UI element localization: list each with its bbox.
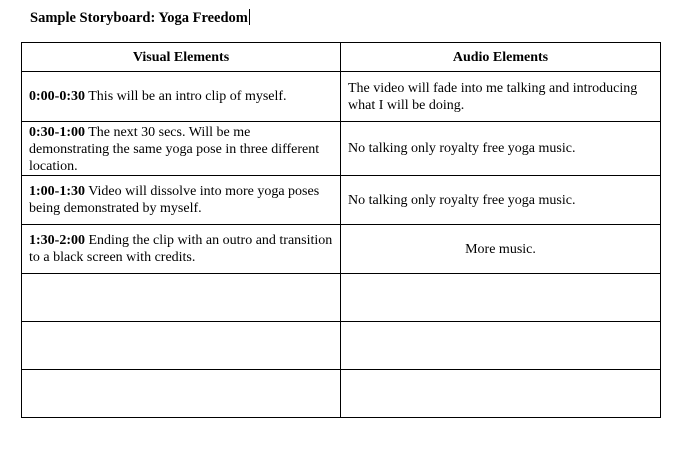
- audio-cell[interactable]: [341, 72, 661, 122]
- table-row: [22, 225, 661, 274]
- visual-description: Video will dissolve into more yoga poses being demonstrated by myself.: [29, 184, 320, 216]
- text-cursor: [249, 9, 250, 25]
- visual-description: Ending the clip with an outro and transition to a black screen with credits.: [29, 233, 333, 265]
- storyboard-table: [21, 42, 661, 418]
- table-row: [22, 72, 661, 122]
- visual-cell[interactable]: [22, 122, 341, 176]
- document-title-line[interactable]: [30, 9, 250, 27]
- document-title: Sample Storyboard: Yoga Freedom: [30, 10, 248, 26]
- empty-table-row: [22, 322, 661, 370]
- visual-cell[interactable]: [22, 176, 341, 225]
- audio-elements-header[interactable]: Audio Elements: [341, 43, 661, 72]
- visual-description: This will be an intro clip of myself.: [85, 89, 287, 104]
- timecode: 0:00-0:30: [29, 89, 85, 104]
- visual-elements-header[interactable]: Visual Elements: [22, 43, 341, 72]
- audio-description: No talking only royalty free yoga music.: [348, 192, 576, 208]
- table-row: [22, 176, 661, 225]
- timecode: 0:30-1:00: [29, 125, 85, 140]
- visual-description: The next 30 secs. Will be me demonstrating the same yoga pose in three different location.: [29, 125, 320, 174]
- header-row: [22, 43, 661, 72]
- audio-description: The video will fade into me talking and introducing what I will be doing.: [348, 80, 638, 113]
- audio-description: No talking only royalty free yoga music.: [348, 141, 576, 156]
- empty-table-row: [22, 370, 661, 418]
- timecode: 1:30-2:00: [29, 233, 85, 248]
- table-row: [22, 122, 661, 176]
- timecode: 1:00-1:30: [29, 184, 85, 199]
- empty-visual-cell[interactable]: [22, 322, 341, 370]
- empty-visual-cell[interactable]: [22, 370, 341, 418]
- audio-cell[interactable]: [341, 176, 661, 225]
- audio-cell[interactable]: [341, 122, 661, 176]
- visual-cell[interactable]: [22, 72, 341, 122]
- audio-cell[interactable]: [341, 225, 661, 274]
- empty-audio-cell[interactable]: [341, 370, 661, 418]
- empty-table-row: [22, 274, 661, 322]
- empty-visual-cell[interactable]: [22, 274, 341, 322]
- empty-audio-cell[interactable]: [341, 322, 661, 370]
- visual-cell[interactable]: [22, 225, 341, 274]
- audio-description: More music.: [465, 241, 536, 257]
- empty-audio-cell[interactable]: [341, 274, 661, 322]
